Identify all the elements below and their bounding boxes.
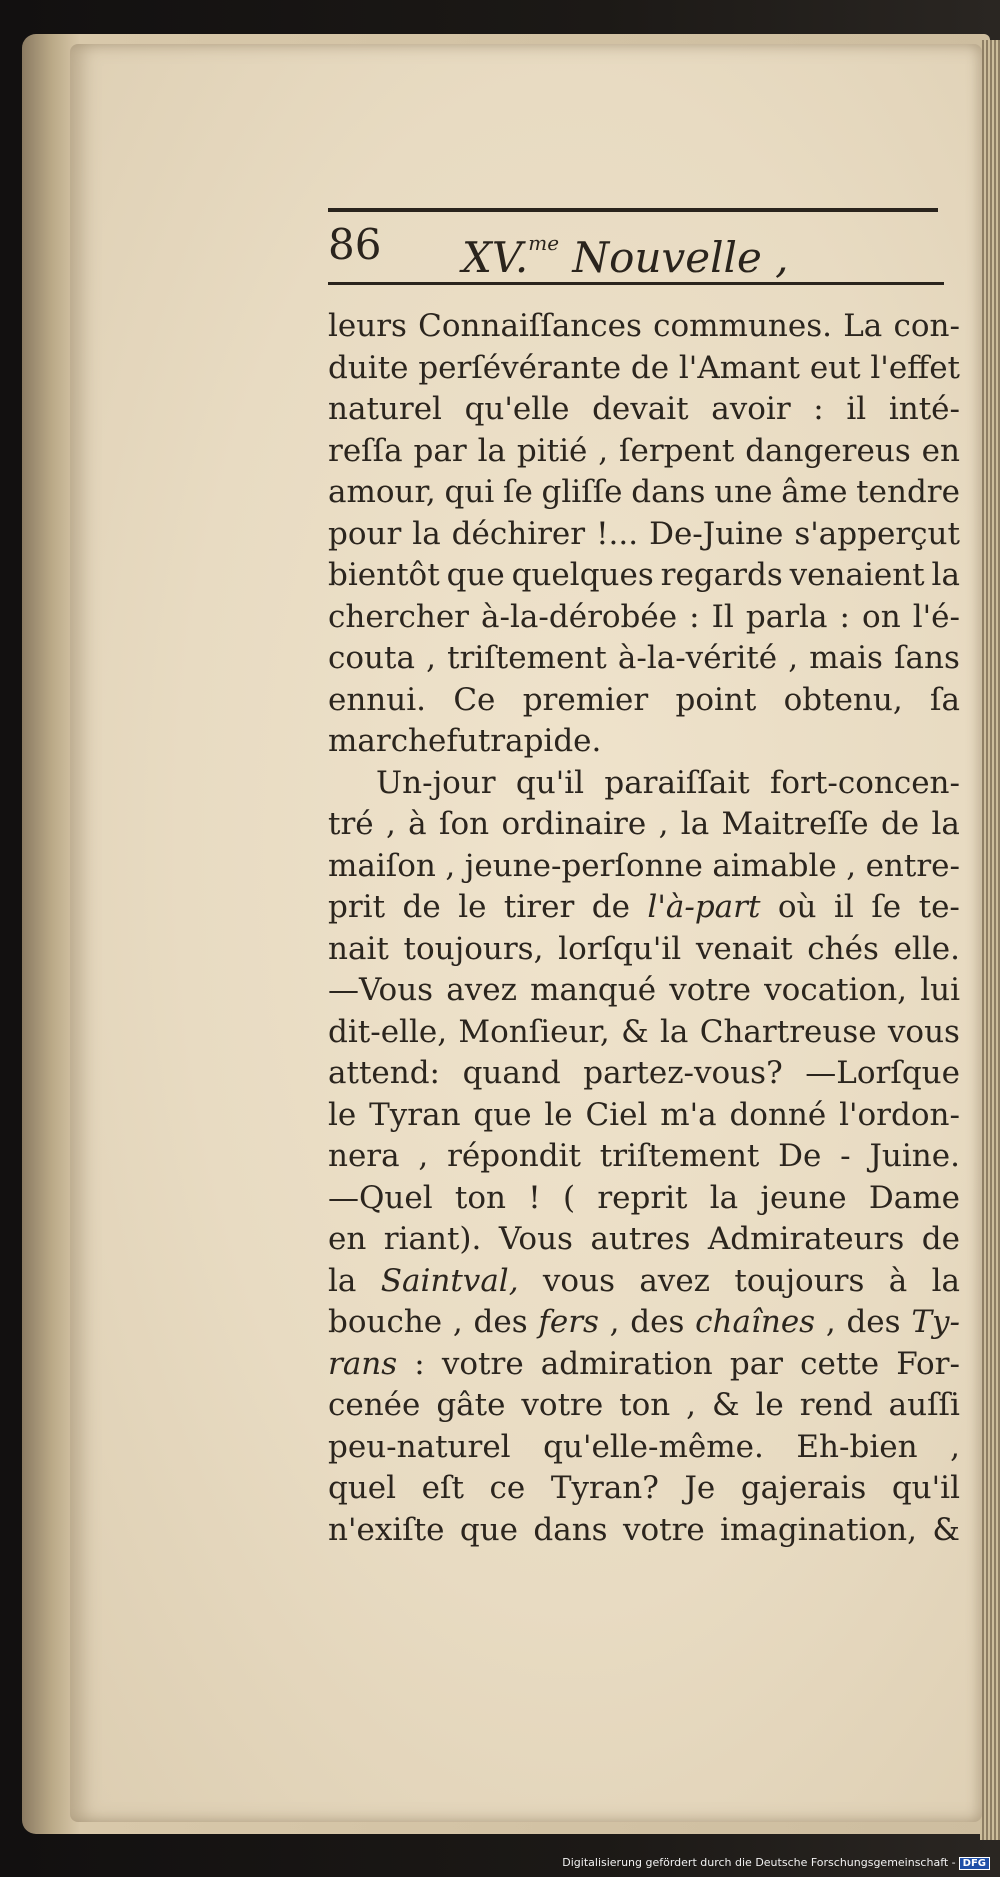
text-line	[328, 638, 960, 680]
text-word: &	[621, 1013, 649, 1050]
text-word: la	[477, 432, 506, 469]
text-line	[328, 1468, 960, 1510]
text-word: dans	[631, 474, 706, 510]
text-word: triſtement	[447, 640, 607, 676]
text-word: :	[839, 598, 850, 635]
text-word: n'exiſte	[328, 1511, 445, 1548]
text-word: Connaiſſances	[418, 308, 642, 344]
text-word: eut	[809, 349, 861, 386]
text-line	[328, 1261, 960, 1303]
text-word: l'ordon-	[839, 1096, 960, 1133]
running-header	[328, 212, 948, 282]
text-word: paraiſſait	[604, 764, 750, 801]
text-line	[328, 514, 960, 556]
text-word: ,	[598, 432, 609, 469]
text-word: ſe	[871, 889, 902, 925]
text-word: te-	[918, 889, 960, 925]
text-word: jeune	[760, 1179, 847, 1216]
text-word: à	[888, 1262, 908, 1299]
text-word: ton	[454, 1179, 506, 1216]
dfg-logo: DFG	[959, 1857, 990, 1870]
text-word: gâte	[436, 1387, 506, 1423]
text-word: à	[408, 806, 427, 842]
text-word: rend	[799, 1387, 873, 1423]
text-word: marche	[328, 723, 447, 759]
text-word: ,	[418, 1138, 429, 1174]
text-word: avez	[446, 972, 517, 1008]
text-word: la	[709, 1179, 739, 1216]
text-word: qu'elle-même.	[543, 1428, 764, 1465]
text-line	[328, 306, 960, 348]
text-word: toujours,	[403, 930, 544, 967]
text-line	[328, 1510, 960, 1552]
text-word: nait	[328, 930, 389, 967]
text-word: il	[834, 889, 854, 925]
text-word: ,	[426, 640, 436, 676]
text-word: la	[931, 1262, 960, 1299]
text-word: que	[473, 1096, 532, 1133]
text-word: attend:	[328, 1055, 440, 1091]
text-word: triſtement	[599, 1138, 760, 1174]
text-line	[328, 431, 960, 473]
text-line	[328, 804, 960, 846]
text-word: point	[675, 681, 757, 718]
text-word: à-la-vérité	[617, 640, 778, 676]
text-word: des	[846, 1304, 901, 1340]
text-word: ſerpent	[619, 432, 735, 469]
text-word: -	[840, 1138, 851, 1174]
text-word: qu'elle	[464, 391, 570, 427]
text-word: couta	[328, 640, 415, 676]
text-word: dit-elle,	[328, 1013, 448, 1050]
text-word: la	[412, 515, 441, 552]
text-word: elle.	[893, 930, 960, 967]
text-word: la	[931, 806, 960, 842]
text-word: lui	[920, 972, 960, 1008]
text-word: gliſſe	[541, 474, 623, 510]
text-word: toujours	[734, 1262, 865, 1299]
text-line	[328, 1053, 960, 1095]
text-word: mais	[809, 640, 883, 676]
running-head-rest: Nouvelle ,	[559, 233, 789, 282]
text-word: le	[544, 1096, 573, 1133]
text-word: ,	[825, 1304, 836, 1340]
text-word: la	[660, 1013, 689, 1050]
body-text	[328, 306, 960, 1551]
text-word: ,	[788, 640, 799, 676]
text-word: pour	[328, 515, 402, 552]
text-word: obtenu,	[783, 681, 903, 718]
text-word: chés	[807, 930, 879, 967]
text-word: une	[714, 474, 773, 510]
text-word: regards	[660, 557, 783, 593]
text-word: ennui.	[328, 681, 427, 718]
text-word: partez-vous?	[583, 1055, 783, 1091]
text-word: reſſa	[328, 432, 403, 469]
text-word: répondit	[447, 1138, 581, 1174]
text-word: manqué	[530, 972, 657, 1008]
text-word: vous	[542, 1262, 615, 1299]
text-line	[328, 389, 960, 431]
text-word: peu-naturel	[328, 1428, 511, 1465]
text-word: votre	[622, 1511, 705, 1548]
text-word: amour,	[328, 474, 436, 510]
header-rule-bottom	[328, 282, 944, 285]
text-word: chercher	[328, 598, 469, 635]
text-word: ſa	[930, 681, 960, 718]
text-word: Chartreuse	[699, 1013, 877, 1050]
text-word: pitié	[516, 432, 588, 469]
page-number: 86	[328, 220, 382, 269]
text-word: Eh-bien	[796, 1428, 918, 1465]
text-line	[328, 1385, 960, 1427]
text-word: devait	[592, 391, 689, 427]
text-line	[328, 348, 960, 390]
running-head-main: XV.	[462, 233, 529, 282]
text-word: ,	[445, 847, 456, 884]
text-word: des	[473, 1304, 528, 1340]
text-word: l'à-part	[647, 889, 761, 925]
text-word: naturel	[328, 391, 442, 427]
text-word: ordinaire	[501, 806, 647, 842]
text-word: Juine.	[869, 1138, 960, 1174]
text-word: ſon	[439, 806, 490, 842]
text-word: rapide.	[490, 723, 602, 759]
text-word: chaînes	[695, 1304, 816, 1340]
text-word: autres	[590, 1221, 691, 1257]
text-word: qui	[444, 474, 495, 510]
text-word: la	[680, 806, 710, 842]
text-word: le	[458, 889, 487, 925]
text-line	[328, 1219, 960, 1261]
text-line	[328, 472, 960, 514]
text-line	[328, 1427, 960, 1469]
text-word: bientôt	[328, 557, 440, 593]
text-word: où	[777, 889, 817, 925]
text-word: Il	[711, 598, 734, 635]
text-word: !...	[596, 515, 639, 552]
text-word: Tyran	[369, 1096, 461, 1133]
text-word: :	[813, 391, 824, 427]
text-word: par	[729, 1345, 783, 1382]
text-word: fort-concen-	[769, 764, 960, 801]
text-word: Vous	[498, 1221, 573, 1257]
text-word: perſévérante	[418, 349, 622, 386]
text-word: gajerais	[740, 1470, 867, 1506]
text-line	[328, 1302, 960, 1344]
text-word: &	[932, 1511, 960, 1548]
digitization-credit	[562, 1856, 990, 1870]
text-word: qu'il	[515, 764, 585, 801]
text-word: la	[931, 557, 960, 593]
text-word: rans	[328, 1345, 398, 1382]
text-word: jeune-perſonne	[464, 847, 703, 884]
text-word: Dame	[868, 1179, 960, 1216]
text-word: donné	[729, 1096, 827, 1133]
text-line	[328, 555, 960, 597]
text-word: con-	[893, 308, 960, 344]
text-word: leurs	[328, 308, 407, 344]
text-word: votre	[521, 1387, 604, 1423]
text-word: quand	[462, 1055, 561, 1091]
text-word: s'apperçut	[794, 515, 960, 552]
text-word: ,	[686, 1387, 697, 1423]
text-word: Un-jour	[376, 764, 496, 801]
text-word: ,	[846, 847, 857, 884]
text-word: avez	[639, 1262, 711, 1299]
text-word: dans	[533, 1511, 608, 1548]
text-word: tirer	[503, 889, 575, 925]
text-word: quelques	[511, 557, 654, 593]
text-word: la	[328, 1262, 357, 1299]
text-word: admiration	[540, 1345, 713, 1382]
text-word: ce	[489, 1470, 526, 1506]
text-word: ,	[452, 1304, 463, 1340]
text-word: l'effet	[870, 349, 960, 386]
text-line	[328, 929, 960, 971]
text-word: riant).	[383, 1221, 482, 1257]
text-word: l'é-	[912, 598, 960, 635]
text-word: ſans	[894, 640, 960, 676]
text-word: en	[921, 432, 960, 469]
text-word: cette	[800, 1345, 880, 1382]
text-word: La	[843, 308, 883, 344]
text-word: parla	[745, 598, 828, 635]
text-word: ton	[619, 1387, 671, 1423]
text-word: vocation,	[764, 972, 908, 1008]
text-word: votre	[669, 972, 752, 1008]
text-word: ſe	[502, 474, 533, 510]
text-word: venait	[695, 930, 793, 967]
text-word: Je	[684, 1470, 716, 1506]
text-word: duite	[328, 349, 409, 386]
text-word: inté-	[888, 391, 960, 427]
text-word: déchirer	[451, 515, 586, 552]
text-line	[328, 1136, 960, 1178]
text-word: (	[562, 1179, 576, 1216]
text-word: tré	[328, 806, 374, 842]
text-word: :	[689, 598, 700, 635]
text-word: tendre	[856, 474, 960, 510]
text-word: par	[413, 432, 467, 469]
text-word: auſſi	[888, 1387, 960, 1423]
text-word: communes.	[653, 308, 832, 344]
credit-text: Digitalisierung gefördert durch die Deutsche Forschungsgemeinschaft -	[562, 1856, 956, 1869]
text-line	[328, 1178, 960, 1220]
text-word: ,	[609, 1304, 620, 1340]
text-word: nera	[328, 1138, 400, 1174]
text-line	[328, 680, 960, 722]
text-word: —Quel	[328, 1179, 433, 1216]
text-word: —Vous	[328, 972, 434, 1008]
text-word: prit	[328, 889, 386, 925]
text-word: eſt	[421, 1470, 464, 1506]
running-head	[462, 218, 789, 283]
text-word: que	[459, 1511, 519, 1548]
text-word: imagination,	[720, 1511, 917, 1548]
text-word: Maitreſſe	[721, 806, 869, 842]
text-word: ,	[385, 806, 396, 842]
text-word: For-	[896, 1345, 960, 1382]
text-word: !	[528, 1179, 541, 1216]
text-word: &	[711, 1387, 740, 1423]
text-word: le	[755, 1387, 784, 1423]
text-word: de	[402, 889, 441, 925]
text-line	[328, 1012, 960, 1054]
text-word: Monſieur,	[458, 1013, 610, 1050]
text-word: avoir	[711, 391, 791, 427]
text-word: de	[630, 349, 670, 386]
text-word: ,	[658, 806, 669, 842]
text-word: que	[446, 557, 505, 593]
text-word: en	[328, 1221, 367, 1257]
text-word: cenée	[328, 1387, 421, 1423]
text-word: des	[630, 1304, 685, 1340]
text-word: lorſqu'il	[558, 930, 682, 967]
text-word: m'a	[660, 1096, 717, 1133]
text-line	[328, 763, 960, 805]
text-line	[328, 721, 960, 763]
text-line	[328, 846, 960, 888]
text-word: le	[328, 1096, 357, 1133]
text-word: maiſon	[328, 847, 436, 884]
text-word: venaient	[789, 557, 925, 593]
text-word: votre	[441, 1345, 524, 1382]
text-word: premier	[522, 681, 649, 718]
text-word: dangereus	[745, 432, 911, 469]
text-word: à-la-dérobée	[481, 598, 678, 635]
text-word: quel	[328, 1470, 397, 1506]
text-word: bouche	[328, 1304, 443, 1340]
text-word: âme	[781, 474, 848, 510]
text-word: De-Juine	[649, 515, 784, 552]
text-line	[328, 1344, 960, 1386]
text-word: il	[846, 391, 867, 427]
text-word: l'Amant	[678, 349, 801, 386]
text-word: Ce	[453, 681, 496, 718]
text-word: entre-	[865, 847, 960, 884]
text-line	[328, 970, 960, 1012]
page-foredge	[980, 40, 1000, 1840]
text-word: Admirateurs	[707, 1221, 905, 1257]
text-word: de	[591, 889, 630, 925]
text-word: de	[880, 806, 920, 842]
text-word: aimable	[712, 847, 837, 884]
text-word: Tyran?	[550, 1470, 659, 1506]
text-line	[328, 887, 960, 929]
text-word: :	[414, 1345, 425, 1382]
text-line	[328, 597, 960, 639]
text-word: vous	[887, 1013, 960, 1050]
text-word: de	[921, 1221, 960, 1257]
running-head-sup: me	[528, 231, 560, 255]
text-line	[328, 1095, 960, 1137]
text-word: reprit	[597, 1179, 688, 1216]
text-word: Saintval,	[380, 1262, 519, 1299]
text-word: ,	[950, 1428, 960, 1465]
text-word: Ciel	[585, 1096, 648, 1133]
text-word: fut	[446, 723, 491, 759]
text-word: fers	[538, 1304, 599, 1340]
text-word: Ty-	[911, 1304, 960, 1340]
text-word: —Lorſque	[805, 1055, 960, 1091]
text-word: De	[778, 1138, 822, 1174]
text-word: qu'il	[891, 1470, 960, 1506]
text-word: on	[862, 598, 901, 635]
